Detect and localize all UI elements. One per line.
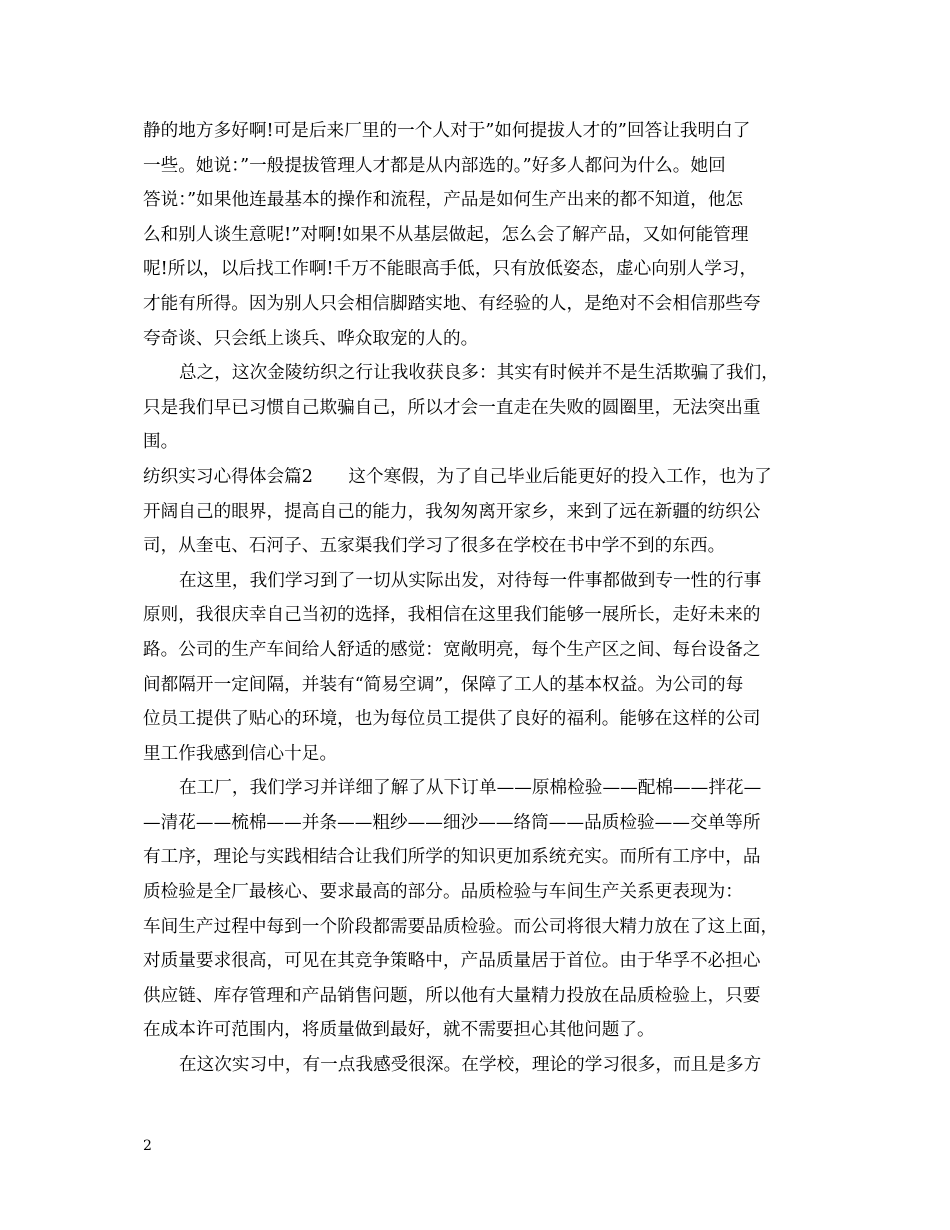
text-line: 位员工提供了贴心的环境，也为每位员工提供了良好的福利。能够在这样的公司 xyxy=(143,709,761,730)
text-line: 质检验是全厂最核心、要求最高的部分。品质检验与车间生产关系更表现为： xyxy=(143,882,743,903)
text-line: 只是我们早已习惯自己欺骗自己，所以才会一直走在失败的圆圈里，无法突出重 xyxy=(143,397,761,418)
paragraph-first-line: 在工厂，我们学习并详细了解了从下订单——原棉检验——配棉——拌花— xyxy=(179,778,762,799)
text-line: 路。公司的生产车间给人舒适的感觉：宽敞明亮，每个生产区之间、每台设备之 xyxy=(143,639,761,660)
text-line: 答说：”如果他连最基本的操作和流程，产品是如何生产出来的都不知道，他怎 xyxy=(143,190,744,211)
paragraph-first-line: 在这里，我们学习到了一切从实际出发，对待每一件事都做到专一性的行事 xyxy=(179,570,762,591)
page-number: 2 xyxy=(143,1138,152,1154)
text-line: 才能有所得。因为别人只会相信脚踏实地、有经验的人，是绝对不会相信那些夸 xyxy=(143,293,761,314)
text-line: 在成本许可范围内，将质量做到最好，就不需要担心其他问题了。 xyxy=(143,1020,655,1041)
paragraph-first-line: 总之，这次金陵纺织之行让我收获良多：其实有时候并不是生活欺骗了我们， xyxy=(179,363,779,384)
text-line: 车间生产过程中每到一个阶段都需要品质检验。而公司将很大精力放在了这上面， xyxy=(143,916,779,937)
text-line: 静的地方多好啊!可是后来厂里的一个人对于”如何提拔人才的”回答让我明白了 xyxy=(143,121,751,141)
text-line: 开阔自己的眼界，提高自己的能力，我匆匆离开家乡，来到了远在新疆的纺织公 xyxy=(143,501,761,522)
document-body xyxy=(143,114,827,1083)
text-line: 么和别人谈生意呢!”对啊!如果不从基层做起，怎么会了解产品，又如何能管理 xyxy=(143,224,749,245)
section-heading-line: 纺织实习心得体会篇2 这个寒假，为了自己毕业后能更好的投入工作，也为了 xyxy=(143,466,772,487)
text-line: 原则，我很庆幸自己当初的选择，我相信在这里我们能够一展所长，走好未来的 xyxy=(143,605,761,626)
text-line: 呢!所以，以后找工作啊!千万不能眼高手低，只有放低姿态，虚心向别人学习， xyxy=(143,259,758,280)
text-line: 一些。她说：”一般提拔管理人才都是从内部选的。”好多人都问为什么。她回 xyxy=(143,155,726,176)
text-line: 有工序，理论与实践相结合让我们所学的知识更加系统充实。而所有工序中，品 xyxy=(143,847,761,868)
text-line: 司，从奎屯、石河子、五家渠我们学习了很多在学校在书中学不到的东西。 xyxy=(143,536,726,557)
text-line: 围。 xyxy=(143,432,179,453)
text-line: —清花——梳棉——并条——粗纱——细沙——络筒——品质检验——交单等所 xyxy=(143,812,761,833)
text-line: 夸奇谈、只会纸上谈兵、哗众取宠的人的。 xyxy=(143,328,479,349)
text-line: 对质量要求很高，可见在其竞争策略中，产品质量居于首位。由于华孚不必担心 xyxy=(143,951,761,972)
text-line: 供应链、库存管理和产品销售问题，所以他有大量精力投放在品质检验上，只要 xyxy=(143,985,761,1006)
text-line: 间都隔开一定间隔，并装有“简易空调”，保障了工人的基本权益。为公司的每 xyxy=(143,674,744,695)
text-line: 里工作我感到信心十足。 xyxy=(143,743,338,764)
paragraph-first-line: 在这次实习中，有一点我感受很深。在学校，理论的学习很多，而且是多方 xyxy=(179,1055,762,1076)
